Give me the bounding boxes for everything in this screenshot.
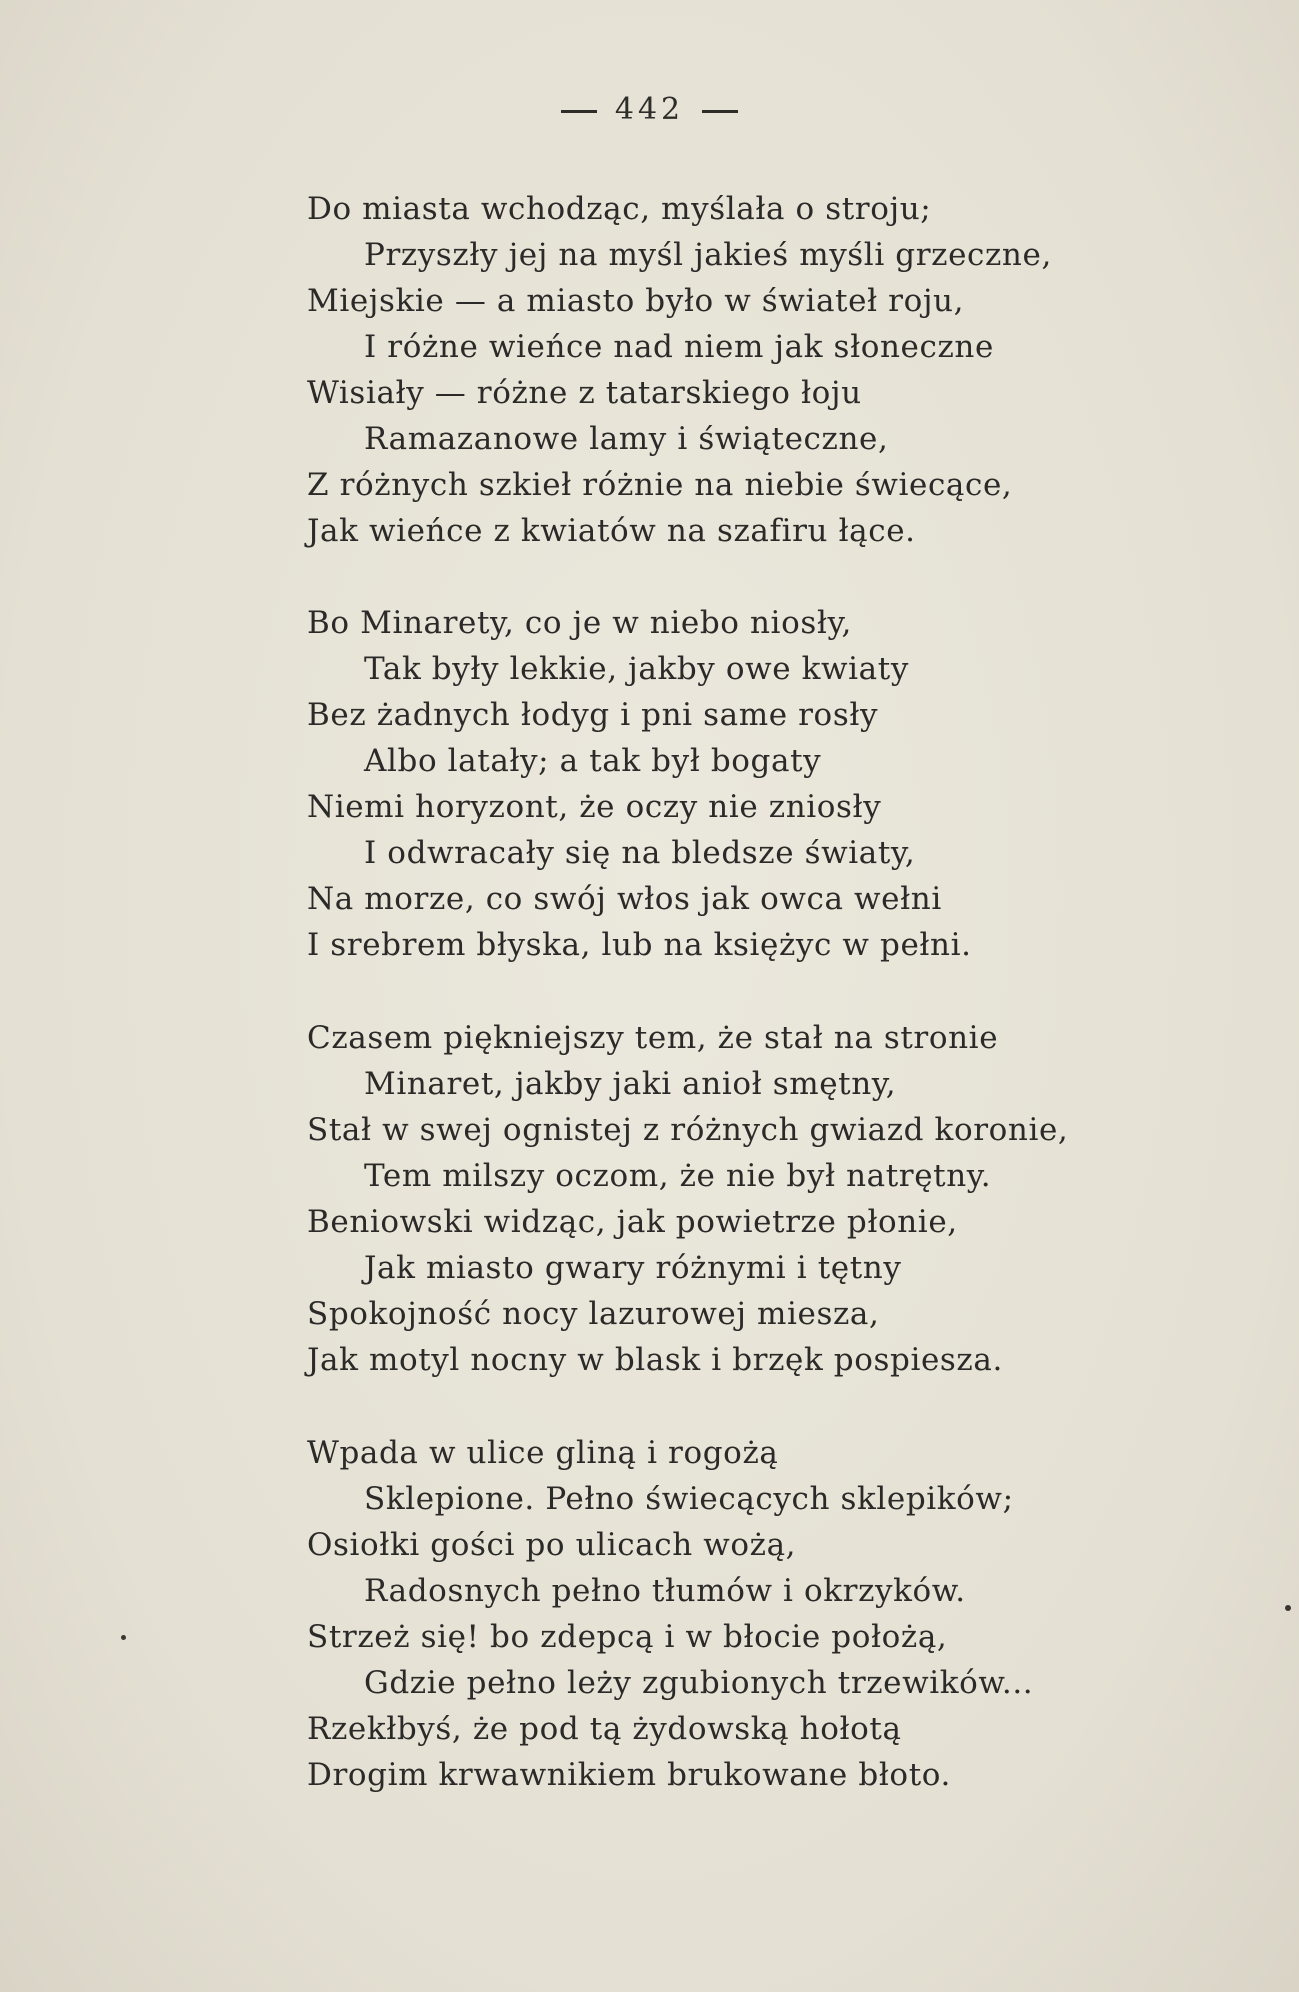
verse-line: Wpada w ulice gliną i rogożą bbox=[307, 1435, 779, 1471]
dash-left bbox=[561, 110, 597, 113]
stanza-4 bbox=[307, 1430, 1207, 1798]
verse-line: Beniowski widząc, jak powietrze płonie, bbox=[307, 1204, 958, 1240]
verse-line: Spokojność nocy lazurowej miesza, bbox=[307, 1296, 880, 1332]
paper-speck bbox=[121, 1635, 126, 1640]
page-number: 442 bbox=[614, 92, 685, 127]
verse-line: Rzekłbyś, że pod tą żydowską hołotą bbox=[307, 1711, 902, 1747]
verse-line: Stał w swej ognistej z różnych gwiazd koronie, bbox=[307, 1112, 1069, 1148]
verse-line: Ramazanowe lamy i świąteczne, bbox=[364, 421, 889, 457]
verse-line: Bo Minarety, co je w niebo niosły, bbox=[307, 605, 852, 641]
verse-line: Z różnych szkieł różnie na niebie świecące, bbox=[307, 467, 1013, 503]
verse-line: Albo latały; a tak był bogaty bbox=[364, 743, 822, 779]
stanza-3 bbox=[307, 1015, 1207, 1383]
stanza-1 bbox=[307, 186, 1207, 554]
verse-line: Tak były lekkie, jakby owe kwiaty bbox=[364, 651, 909, 687]
verse-line: Niemi horyzont, że oczy nie zniosły bbox=[307, 789, 882, 825]
verse-line: Osiołki gości po ulicach wożą, bbox=[307, 1527, 797, 1563]
verse-line: Sklepione. Pełno świecących sklepików; bbox=[364, 1481, 1014, 1517]
verse-line: Przyszły jej na myśl jakieś myśli grzeczne, bbox=[364, 237, 1052, 273]
verse-line: I odwracały się na bledsze światy, bbox=[364, 835, 916, 871]
verse-line: Czasem piękniejszy tem, że stał na stronie bbox=[307, 1020, 999, 1056]
verse-line: Gdzie pełno leży zgubionych trzewików... bbox=[364, 1665, 1034, 1701]
verse-line: Jak motyl nocny w blask i brzęk pospiesza. bbox=[307, 1342, 1003, 1378]
verse-line: Do miasta wchodząc, myślała o stroju; bbox=[307, 191, 932, 227]
verse-line: Jak miasto gwary różnymi i tętny bbox=[364, 1250, 902, 1286]
dash-right bbox=[702, 110, 738, 113]
verse-line: Radosnych pełno tłumów i okrzyków. bbox=[364, 1573, 966, 1609]
verse-line: Strzeż się! bo zdepcą i w błocie położą, bbox=[307, 1619, 948, 1655]
verse-line: Tem milszy oczom, że nie był natrętny. bbox=[364, 1158, 992, 1194]
verse-line: I różne wieńce nad niem jak słoneczne bbox=[364, 329, 994, 365]
verse-line: I srebrem błyska, lub na księżyc w pełni. bbox=[307, 927, 972, 963]
verse-line: Jak wieńce z kwiatów na szafiru łące. bbox=[307, 513, 916, 549]
verse-line: Drogim krwawnikiem brukowane błoto. bbox=[307, 1757, 951, 1793]
verse-line: Na morze, co swój włos jak owca wełni bbox=[307, 881, 942, 917]
paper-speck bbox=[1285, 1605, 1291, 1611]
stanza-2 bbox=[307, 600, 1207, 968]
verse-line: Minaret, jakby jaki anioł smętny, bbox=[364, 1066, 897, 1102]
verse-line: Bez żadnych łodyg i pni same rosły bbox=[307, 697, 879, 733]
page-number-header bbox=[0, 92, 1299, 127]
verse-line: Wisiały — różne z tatarskiego łoju bbox=[307, 375, 862, 411]
verse-line: Miejskie — a miasto było w świateł roju, bbox=[307, 283, 965, 319]
